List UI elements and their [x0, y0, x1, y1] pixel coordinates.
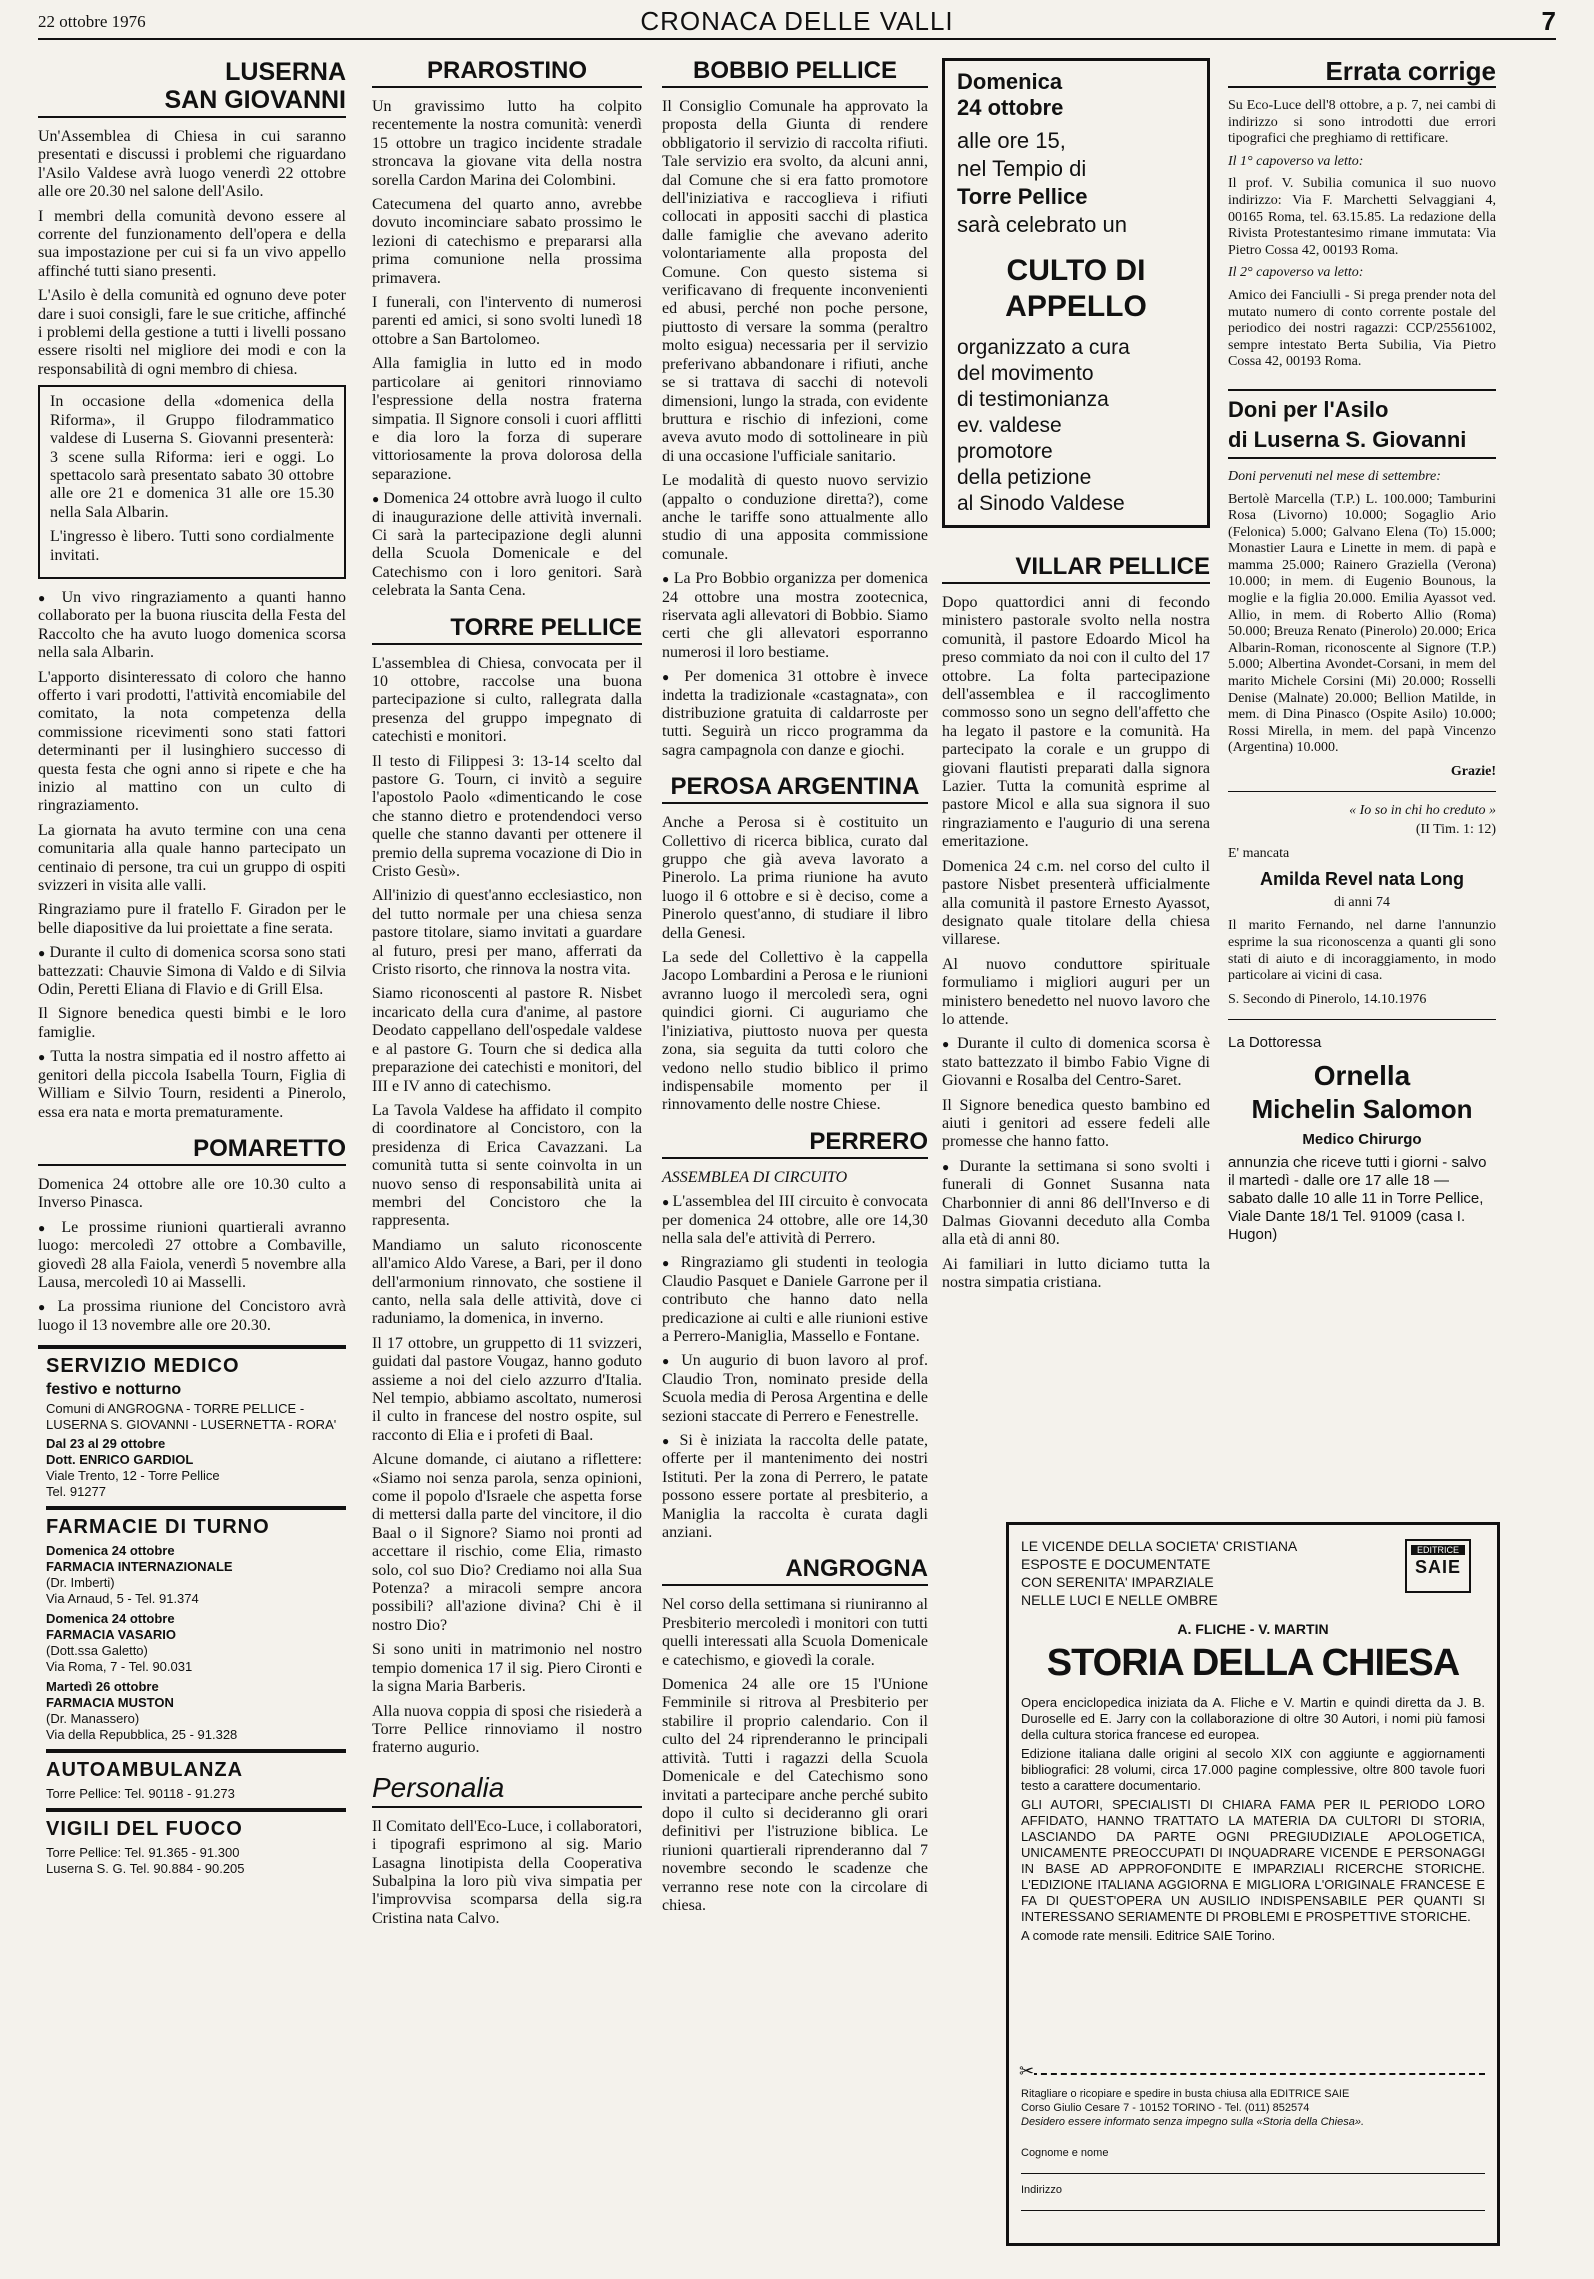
doctor-name: Michelin Salomon [1251, 1093, 1473, 1124]
newspaper-section-title: CRONACA DELLE VALLI [640, 6, 954, 36]
obituary-place-date: S. Secondo di Pinerolo, 14.10.1976 [1228, 991, 1427, 1007]
pharmacy-address: Via Roma, 7 - Tel. 90.031 [46, 1659, 193, 1675]
article-paragraph: All'inizio di quest'anno ecclesiastico, non del tutto normale per una chiesa senza pastore titolare, siamo invitati a guardare al futuro, presi per mano, afferrati da Cristo risorto, che rinnova la nostra vita. [372, 887, 642, 979]
pharmacy-name: FARMACIA MUSTON [46, 1695, 174, 1711]
article-paragraph: Al nuovo conduttore spirituale formuliamo i migliori auguri per un ministero benedetto nel nuovo lavoro che lo attende. [942, 955, 1210, 1028]
article-paragraph: ● La prossima riunione del Concistoro avrà luogo il 13 novembre alle ore 20.30. [38, 1298, 346, 1335]
ad-line: organizzato a cura [957, 336, 1130, 359]
heading-bobbio-pellice: BOBBIO PELLICE [662, 58, 928, 88]
column-5 [1228, 58, 1496, 1254]
obituary-text: Il marito Fernando, nel darne l'annunzio esprime la sua riconoscenza a quanti gli sono stati di aiuto e di incoraggiamento, in modo particolare ai vicini di casa. [1228, 918, 1496, 984]
heading-personalia: Personalia [372, 1772, 642, 1808]
column-1 [38, 58, 346, 1877]
article-paragraph: ● Durante la settimana si sono svolti i funerali di Gonnet Susanna nata Charbonnier di anni 86 dell'Inverso e di Dalmas Giovanni deceduto alla Comba alla età di anni 80. [942, 1158, 1210, 1250]
article-paragraph: La Tavola Valdese ha affidato il compito di coordinatore al Concistoro, con la presidenza di Erica Cavazzani. La comunità tutta si sente coinvolta in un nuovo senso di responsabilità unita ai membri del Concistoro che la rappresenta. [372, 1101, 642, 1230]
heading-line: LUSERNA [225, 58, 346, 86]
medical-service-date: Dal 23 al 29 ottobre [46, 1436, 166, 1452]
fire-brigade-phone: Torre Pellice: Tel. 91.365 - 91.300 [46, 1845, 240, 1861]
ad-line: NELLE LUCI E NELLE OMBRE [1021, 1592, 1218, 1608]
heading-line: di Luserna S. Giovanni [1228, 426, 1467, 452]
doctor-name: Ornella [1313, 1059, 1411, 1091]
doctor-hours: annunzia che riceve tutti i giorni - salvo il martedì - dalle ore 17 alle 18 — sabato dalle 10 alle 11 in Torre Pellice, Viale Dante 18/1 Tel. 91009 (casa I. Hugon) [1228, 1153, 1487, 1243]
article-paragraph: Ai familiari in lutto diciamo tutta la nostra simpatia cristiana. [942, 1255, 1210, 1292]
article-paragraph: ● L'assemblea del III circuito è convocata per domenica 24 ottobre, alle ore 14,30 nella sala del'e attività di Perrero. [662, 1193, 928, 1248]
theatre-notice-box [38, 385, 346, 579]
ad-paragraph: GLI AUTORI, SPECIALISTI DI CHIARA FAMA PER IL PERIODO LORO AFFIDATO, HANNO TRATTATO LA MATERIA DA CULTORI DI STORIA, LASCIANDO DA PARTE OGNI PREGIUDIZIALE APOLOGETICA, UNICAMENTE PREOCCUPATI DI INQUADRARE VICENDE E PERSONAGGI IN BASE AD APPROFONDITE E IMPARZIALI RICERCHE STORICHE. L'EDIZIONE ITALIANA AGGIORNA E MIGLIORA L'ORIGINALE FRANCESE E FA DI QUEST'OPERA UN AUSILIO INDISPENSABILE PER QUANTI SI INTERESSANO SERIAMENTE DI PROBLEMI E PROSPETTIVE STORICHE. [1021, 1797, 1485, 1924]
article-paragraph: ● Ringraziamo gli studenti in teologia Claudio Pasquet e Daniele Garrone per il contributo che hanno dato nella predicazione ai culti e alle riunioni estive a Perrero-Maniglia, Massello e Fontane. [662, 1254, 928, 1346]
ad-line: al Sinodo Valdese [957, 492, 1125, 515]
pharmacy-name: FARMACIA INTERNAZIONALE [46, 1559, 233, 1575]
divider [46, 1808, 346, 1812]
medical-service-address: Viale Trento, 12 - Torre Pellice [46, 1468, 220, 1484]
medical-service-subtitle: festivo e notturno [46, 1381, 182, 1399]
pharmacy-date: Martedì 26 ottobre [46, 1679, 159, 1695]
article-paragraph: Il Signore benedica questo bambino ed aiuti i genitori ad essere fedeli alle promesse che hanno fatto. [942, 1096, 1210, 1151]
article-paragraph: Ringraziamo pure il fratello F. Giradon per le belle diapositive da lui proiettate a fine serata. [38, 901, 346, 937]
pharmacy-address: Via della Repubblica, 25 - 91.328 [46, 1727, 238, 1743]
article-paragraph: Su Eco-Luce dell'8 ottobre, a p. 7, nei cambi di indirizzo si sono introdotti due errori tipografici che preghiamo di rettificare. [1228, 98, 1496, 147]
article-paragraph: Il prof. V. Subilia comunica il suo nuovo indirizzo: Via F. Marchetti Selvaggiani 4, 00165 Roma, tel. 63.15.85. La redazione della Rivista Protestantesimo rimane immutata: Via Pietro Cossa 42, 00193 Roma. [1228, 176, 1496, 258]
ad-paragraph: Edizione italiana dalle origini al secolo XIX con aggiunte e aggiornamenti bibliografici: 28 volumi, circa 17.000 pagine complessive, oltre 800 tavole fuori testo a carattere documentario. [1021, 1746, 1485, 1793]
coupon-line: Ritagliare o ricopiare e spedire in busta chiusa alla EDITRICE SAIE [1021, 2088, 1350, 2100]
ad-headline: CULTO DI [1006, 254, 1146, 287]
ad-book-title: STORIA DELLA CHIESA [1046, 1642, 1460, 1684]
services-box [38, 1355, 346, 1877]
ad-line: promotore [957, 440, 1053, 463]
article-paragraph: Domenica 24 alle ore 15 l'Unione Femminile si ritrova al Presbiterio per stabilire il proprio calendario. Con il culto del 24 riprenderanno le principali attività. Tutti i ragazzi della Scuola Domenicale e del Catechismo sono invitati a partecipare anche perché subito dopo il culto si decideranno gli orari definitivi per l'istruzione biblica. Le riunioni quartierali riprenderanno dal 7 novembre secondo le scadenze che verranno rese note con la circolare di chiesa. [662, 1676, 928, 1914]
logo-text: SAIE [1414, 1557, 1461, 1577]
obituary-quote: « Io so in chi ho creduto » [1349, 803, 1496, 819]
ambulance-title: AUTOAMBULANZA [46, 1759, 244, 1782]
article-paragraph: Alla famiglia in lutto ed in modo particolare ai genitori rinnoviamo l'espressione della nostra fraterna simpatia. Il Signore consoli i cuori afflitti e dia loro la forza di superare vittoriosamente la prova dolorosa della separazione. [372, 355, 642, 483]
article-paragraph: Il Comitato dell'Eco-Luce, i collaboratori, i tipografi esprimono al sig. Mario Lasagna linotipista della Cooperativa Subalpina la loro più viva simpatia per l'improvvisa scomparsa della sig.ra Cristina nata Calvo. [372, 1817, 642, 1927]
coupon-field-name[interactable] [1021, 2147, 1485, 2174]
article-paragraph: Alla nuova coppia di sposi che risiederà a Torre Pellice rinnoviamo il nostro fraterno augurio. [372, 1702, 642, 1757]
divider [46, 1506, 346, 1510]
pharmacy-doctor: (Dott.ssa Galetto) [46, 1643, 148, 1659]
article-paragraph: L'assemblea di Chiesa, convocata per il 10 ottobre, raccolse una buona partecipazione si culto, rallegrata dalla presenza del gruppo impegnato di catechisti e monitori. [372, 654, 642, 746]
article-paragraph: Doni pervenuti nel mese di settembre: [1228, 468, 1441, 484]
article-paragraph: Si sono uniti in matrimonio nel nostro tempio domenica 17 il sig. Piero Cironti e la signa Maria Barberis. [372, 1641, 642, 1696]
field-label: Cognome e nome [1021, 2147, 1109, 2159]
article-paragraph: Il 1° capoverso va letto: [1228, 153, 1364, 169]
article-paragraph: ● Domenica 24 ottobre avrà luogo il culto di inaugurazione delle attività invernali. Ci sarà la partecipazione degli alunni della Scuola Domenicale e del Catechismo con i loro genitori. Sarà celebrata la Santa Cena. [372, 490, 642, 600]
article-paragraph: ● Si è iniziata la raccolta delle patate, offerte per il mantenimento dei nostri Istituti. Per la zona di Perrero, le patate possono essere portate al presbiterio, a Maniglia la raccolta è curata dagli anziani. [662, 1432, 928, 1542]
doctor-ad [1228, 1030, 1496, 1253]
heading-angrogna: ANGROGNA [662, 1556, 928, 1586]
coupon [1019, 2061, 1485, 2211]
article-paragraph: Amico dei Fanciulli - Si prega prender nota del mutato numero di conto corrente postale del periodico dei nostri ragazzi: CCP/25561002, sempre intestato Berta Subilia, Via Pietro Cossa 42, 00193 Roma. [1228, 287, 1496, 370]
medical-service-title: SERVIZIO MEDICO [46, 1355, 240, 1378]
ambulance-phone: Torre Pellice: Tel. 90118 - 91.273 [46, 1786, 235, 1802]
field-label: Indirizzo [1021, 2184, 1062, 2196]
obituary-reference: (II Tim. 1: 12) [1415, 821, 1496, 837]
ad-authors: A. FLICHE - V. MARTIN [1177, 1621, 1329, 1637]
divider [46, 1749, 346, 1753]
divider [1228, 791, 1496, 792]
scissors-icon: ✂ [1019, 2061, 1035, 2081]
obituary-name: Amilda Revel nata Long [1259, 868, 1465, 889]
column-3 [662, 58, 928, 1921]
medical-service-area: Comuni di ANGROGNA - TORRE PELLICE - LUSERNA S. GIOVANNI - LUSERNETTA - RORA' [46, 1401, 337, 1433]
article-paragraph: Grazie! [1450, 764, 1496, 779]
ad-line: della petizione [957, 466, 1092, 489]
article-paragraph: La giornata ha avuto termine con una cena comunitaria alla quale hanno partecipato un centinaio di persone, tra cui un gruppo di ospiti svizzeri in visita alle valli. [38, 821, 346, 895]
storia-chiesa-ad [1006, 1522, 1500, 2246]
donations-list: Bertolè Marcella (T.P.) L. 100.000; Tamburini Rosa (Livorno) 10.000; Sogaglio Ario (Felonica) 5.000; Galvano Elena (To) 15.000; Monastier Laura e Linette in mem. di papà e mamma 25.000; Rainero Graziella (Verona) 10.000; in mem. di Eugenio Bounous, la moglie e la figlia 20.000. Emilia Ayassot ved. Allio, in mem. di Roberto Allio (Roma) 50.000; Breuza Renato (Pinerolo) 20.000; Erica Albarin-Roman, riconoscente al Signore (T.P.) 5.000; Albertina Avondet-Corsani, in mem del marito Michele Corsini (Mi) 20.000; Rosselli Denise (Malnate) 20.000; Bellion Matilde, in mem. di Dina Pinasco (Ospite Asilo) 10.000; Rossi Mirella, in mem. del papà Vincenzo (Argentina) 10.000. [1228, 491, 1496, 756]
article-paragraph: Mandiamo un saluto riconoscente all'amico Aldo Varese, a Bari, per il dono dell'armonium rinnovato, che sostiene il canto, nella sala delle attività, dove ci raduniamo, la domenica, in inverno. [372, 1236, 642, 1328]
logo-text: EDITRICE [1411, 1545, 1465, 1555]
doctor-label: La Dottoressa [1228, 1034, 1322, 1052]
heading-torre-pellice: TORRE PELLICE [372, 615, 642, 645]
doctor-role: Medico Chirurgo [1302, 1130, 1422, 1148]
article-paragraph: Dopo quattordici anni di fecondo ministero pastorale svolto nella nostra comunità, il pastore Edoardo Micol ha preso commiato da noi con il culto del 17 ottobre. La folta partecipazione dell'assemblea e il raccoglimento commosso sono un segno dell'affetto che ha legato il pastore e la comunità. Ha partecipato la corale e un gruppo di giovani flautisti preparati dalla signora Lazier. Tutta la comunità esprime al pastore Micol e alla sua signora il suo ringraziamento e l'augurio di una serena emeritazione. [942, 594, 1210, 851]
saie-logo [1405, 1539, 1471, 1593]
article-paragraph: L'apporto disinteressato di coloro che hanno offerto i vari prodotti, l'attività encomiabile del comitato, la nota competenza della commissione ricevimenti sono stati fattori determinanti per il lusinghiero successo di questa festa che ogni anno si ripete e che ha inizio al mattino con un culto di ringraziamento. [38, 668, 346, 815]
article-paragraph: ● La Pro Bobbio organizza per domenica 24 ottobre una mostra zootecnica, riservata agli allevatori di Bobbio. Siamo certi che gli allevatori esporranno numerosi il loro bestiame. [662, 570, 928, 662]
ad-paragraph: A comode rate mensili. Editrice SAIE Torino. [1021, 1928, 1276, 1943]
article-paragraph: Domenica 24 c.m. nel corso del culto il pastore Nisbet presenterà ufficialmente alla comunità il pastore Ernesto Ayassot, designato quale titolare della chiesa villarese. [942, 857, 1210, 949]
divider [1228, 1019, 1496, 1020]
ad-body [1021, 1695, 1485, 1950]
heading-line: Doni per l'Asilo [1228, 396, 1389, 422]
article-paragraph: I membri della comunità devono essere al corrente del funzionamento dell'opera e della sua impostazione per cui si fa un vivo appello affinché tutti siano presenti. [38, 207, 346, 280]
pharmacy-address: Via Arnaud, 5 - Tel. 91.374 [46, 1591, 199, 1607]
article-paragraph: ● Tutta la nostra simpatia ed il nostro affetto ai genitori della piccola Isabella Tourn, Figlia di William e Silvio Tourn, residenti a Pinerolo, essa era nata e morta prematuramente. [38, 1048, 346, 1122]
ad-line: di testimonianza [957, 388, 1109, 411]
medical-service-doctor: Dott. ENRICO GARDIOL [46, 1452, 194, 1468]
page-number: 7 [1541, 6, 1556, 36]
article-paragraph: Il 2° capoverso va letto: [1228, 265, 1364, 281]
ad-tagline [1021, 1537, 1351, 1609]
ad-line: alle ore 15, [957, 128, 1066, 153]
article-paragraph: Il Consiglio Comunale ha approvato la proposta della Giunta di rendere obbligatorio il servizio di raccolta rifiuti. Tale servizio era svolto, da alcuni anni, dal Comune che si era fatto promotore dell'iniziativa e raccoglieva i rifiuti collocati in appositi sacchi di plastica dalle famiglie che avevano aderito volontariamente alla proposta del Comune. Con questo sistema si verificavano di frequente inconvenienti ed abusi, perché non poche persone, piuttosto di versare la somma (peraltro molto esigua) necessaria per il servizio preferivano abbandonare i rifiuti, anche se si trattava di sacchi di notevoli dimensioni, lungo la strada, con evidente bruttura e rischio di infezioni, come aveva avuto modo di sottolineare in più di una occasione l'ufficiale sanitario. [662, 98, 928, 465]
pharmacy-date: Domenica 24 ottobre [46, 1543, 175, 1559]
ad-paragraph: Opera enciclopedica iniziata da A. Fliche e V. Martin e quindi diretta da J. B. Duroselle ed E. Jarry con la collaborazione di oltre 30 Autori, i nomi più famosi della cultura storica francese ed europea. [1021, 1695, 1485, 1742]
ad-line: del movimento [957, 362, 1094, 385]
obituary-intro: E' mancata [1228, 846, 1290, 862]
article-subheading: ASSEMBLEA DI CIRCUITO [662, 1168, 848, 1186]
pharmacy-date: Domenica 24 ottobre [46, 1611, 175, 1627]
ad-line: ESPOSTE E DOCUMENTATE [1021, 1556, 1211, 1572]
ad-line: nel Tempio di [957, 156, 1087, 181]
ad-line: Torre Pellice [957, 184, 1088, 209]
article-paragraph: L'Asilo è della comunità ed ognuno deve poter dare i suoi consigli, fare le sue critiche, affinché i problemi della gestione a tutti i livelli possano essere risolti nel migliore dei modi e con la responsabilità di ogni membro di chiesa. [38, 287, 346, 378]
heading-luserna [38, 58, 346, 118]
ad-line: LE VICENDE DELLA SOCIETA' CRISTIANA [1021, 1538, 1298, 1554]
pharmacy-name: FARMACIA VASARIO [46, 1627, 176, 1643]
culto-appello-ad [942, 58, 1210, 528]
article-paragraph: ● Per domenica 31 ottobre è invece indetta la tradizionale «castagnata», con distribuzione gratuita di caldarroste per tutti. Seguirà un ricco programma da sagra campagnola con danze e giochi. [662, 668, 928, 760]
article-paragraph: Domenica 24 ottobre alle ore 10.30 culto a Inverso Pinasca. [38, 1175, 346, 1212]
column-4 [942, 58, 1210, 1299]
article-paragraph: ● Le prossime riunioni quartierali avranno luogo: mercoledì 27 ottobre a Combaville, giovedì 28 alla Faiola, venerdì 5 novembre alla Lausa, mercoledì 10 ai Masselli. [38, 1219, 346, 1293]
article-paragraph: I funerali, con l'intervento di numerosi parenti ed amici, si sono svolti lunedì 18 ottobre a San Bartolomeo. [372, 294, 642, 348]
heading-perosa-argentina: PEROSA ARGENTINA [662, 774, 928, 804]
notice-text: L'ingresso è libero. Tutti sono cordialmente invitati. [50, 528, 334, 564]
article-paragraph: Nel corso della settimana si riuniranno al Presbiterio mercoledì i monitori con tutti quelli interessati alla Scuola Domenicale e catechismo, e giovedì la corale. [662, 1596, 928, 1669]
heading-villar-pellice: VILLAR PELLICE [942, 554, 1210, 584]
column-2 [372, 58, 642, 1934]
notice-text: In occasione della «domenica della Riforma», il Gruppo filodrammatico valdese di Luserna S. Giovanni presenterà: 3 scene sulla Riforma: ieri e oggi. Lo spettacolo sarà presentato sabato 30 ottobre alle ore 21 e domenica 31 alle ore 15.30 nella Sala Albarin. [50, 393, 334, 521]
article-paragraph: Un gravissimo lutto ha colpito recentemente la nostra comunità: venerdì 15 ottobre un tragico incidente stradale stroncava la giovane vita della nostra sorella Cardon Marina dei Colombini. [372, 98, 642, 189]
ad-headline: APPELLO [1005, 290, 1147, 323]
article-paragraph: ● Un augurio di buon lavoro al prof. Claudio Tron, nominato preside della Scuola media di Perosa Argentina e delle sezioni staccate di Perrero e Fenestrelle. [662, 1352, 928, 1426]
article-paragraph: Il Signore benedica questi bimbi e le loro famiglie. [38, 1005, 346, 1041]
fire-brigade-title: VIGILI DEL FUOCO [46, 1818, 243, 1841]
heading-errata-corrige: Errata corrige [1228, 58, 1496, 88]
ad-line: ev. valdese [957, 414, 1062, 437]
article-paragraph: ● Durante il culto di domenica scorsa sono stati battezzati: Chauvie Simona di Valdo e di Silvia Odin, Peretti Eliana di Flavio e di Grill Elsa. [38, 944, 346, 999]
article-paragraph: Siamo riconoscenti al pastore R. Nisbet incaricato della cura d'anime, al pastore Deodato cappellano dell'ospedale valdese e al pastore G. Tourn che si dedica alla preparazione dei catechisti e monitori, del III e IV anno di catechismo. [372, 985, 642, 1095]
ad-line: sarà celebrato un [957, 212, 1127, 237]
pharmacy-doctor: (Dr. Imberti) [46, 1575, 115, 1591]
coupon-text [1021, 2087, 1485, 2129]
coupon-field-address[interactable] [1021, 2184, 1485, 2211]
pharmacy-title: FARMACIE DI TURNO [46, 1516, 270, 1539]
article-paragraph: Un'Assemblea di Chiesa in cui saranno presentati e discussi i problemi che riguardano l'Asilo Valdese avrà luogo venerdì 22 ottobre alle ore 20.30 nel salone dell'Asilo. [38, 128, 346, 201]
fire-brigade-phone: Luserna S. G. Tel. 90.884 - 90.205 [46, 1861, 245, 1877]
coupon-line: Desidero essere informato senza impegno sulla «Storia della Chiesa». [1021, 2116, 1365, 2128]
ad-line: 24 ottobre [957, 95, 1064, 120]
article-paragraph: Il testo di Filippesi 3: 13-14 scelto dal pastore G. Tourn, ci invitò a seguire l'apostolo Paolo «dimenticando le cose che stanno dietro e protendendoci verso quelle che stanno davanti per ottenere il premio della suprema vocazione di Dio in Cristo Gesù». [372, 752, 642, 881]
ad-line: Domenica [957, 69, 1063, 94]
article-paragraph: Catecumena del quarto anno, avrebbe dovuto incominciare sabato prossimo le lezioni di catechismo e prepararsi alla prima comunione nella prossima primavera. [372, 196, 642, 287]
article-paragraph: Il 17 ottobre, un gruppetto di 11 svizzeri, guidati dal pastore Vougaz, hanno goduto assieme a noi del cielo azzurro d'Italia. Nel tempio, abbiamo ascoltato, numerosi il culto in francese del nostro ospite, sul racconto di Elia e i profeti di Baal. [372, 1334, 642, 1444]
heading-prarostino: PRAROSTINO [372, 58, 642, 88]
heading-pomaretto: POMARETTO [38, 1136, 346, 1166]
article-paragraph: Le modalità di questo nuovo servizio (appalto o conduzione diretta?), come anche le tariffe sono attualmente allo studio di una apposita commissione comunale. [662, 472, 928, 563]
divider [38, 1345, 346, 1349]
article-paragraph: ● Un vivo ringraziamento a quanti hanno collaborato per la buona riuscita della Festa del Raccolto che ha avuto luogo domenica scorsa nella sala Albarin. [38, 589, 346, 663]
heading-doni-asilo [1228, 389, 1496, 459]
article-paragraph: La sede del Collettivo è la cappella Jacopo Lombardini a Perosa e le riunioni avranno luogo il mercoledì sera, ogni quindici giorni. Ci auguriamo che l'iniziativa, piuttosto nuova per questa zona, sia seguita da tutti coloro che vedono nello studio biblico il primo indispensabile momento per il rinnovamento delle nostre Chiese. [662, 949, 928, 1114]
issue-date: 22 ottobre 1976 [38, 12, 146, 31]
ad-line: CON SERENITA' IMPARZIALE [1021, 1574, 1214, 1590]
heading-line: SAN GIOVANNI [164, 86, 346, 114]
article-paragraph: ● Durante il culto di domenica scorsa è stato battezzato il bimbo Fabio Vigne di Giovanni e Rosalba del Centro-Saret. [942, 1035, 1210, 1090]
pharmacy-doctor: (Dr. Manassero) [46, 1711, 140, 1727]
heading-perrero: PERRERO [662, 1129, 928, 1159]
article-paragraph: Anche a Perosa si è costituito un Collettivo di ricerca biblica, curato dal gruppo che già aveva lavorato a Pinerolo. La prima riunione ha avuto luogo il 6 ottobre e si è deciso, come a Pinerolo quest'anno, di studiare il libro della Genesi. [662, 814, 928, 942]
masthead [38, 8, 1556, 40]
coupon-line: Corso Giulio Cesare 7 - 10152 TORINO - Tel. (011) 852574 [1021, 2102, 1310, 2114]
medical-service-phone: Tel. 91277 [46, 1484, 106, 1500]
obituary-age: di anni 74 [1334, 895, 1390, 911]
article-paragraph: Alcune domande, ci aiutano a riflettere: «Siamo noi senza parola, senza opinioni, come il popolo d'Israele che aspetta forse di mettersi dalla parte del vincitore, il dio Baal o il Signore? Siamo noi pronti ad accettare il rischio, come Elia, rimasto solo, col suo Dio? Crediamo noi alla Sua Potenza? a miracoli sempre ancora possibili? all'azione divina? Chi è il nostro Dio? [372, 1451, 642, 1634]
